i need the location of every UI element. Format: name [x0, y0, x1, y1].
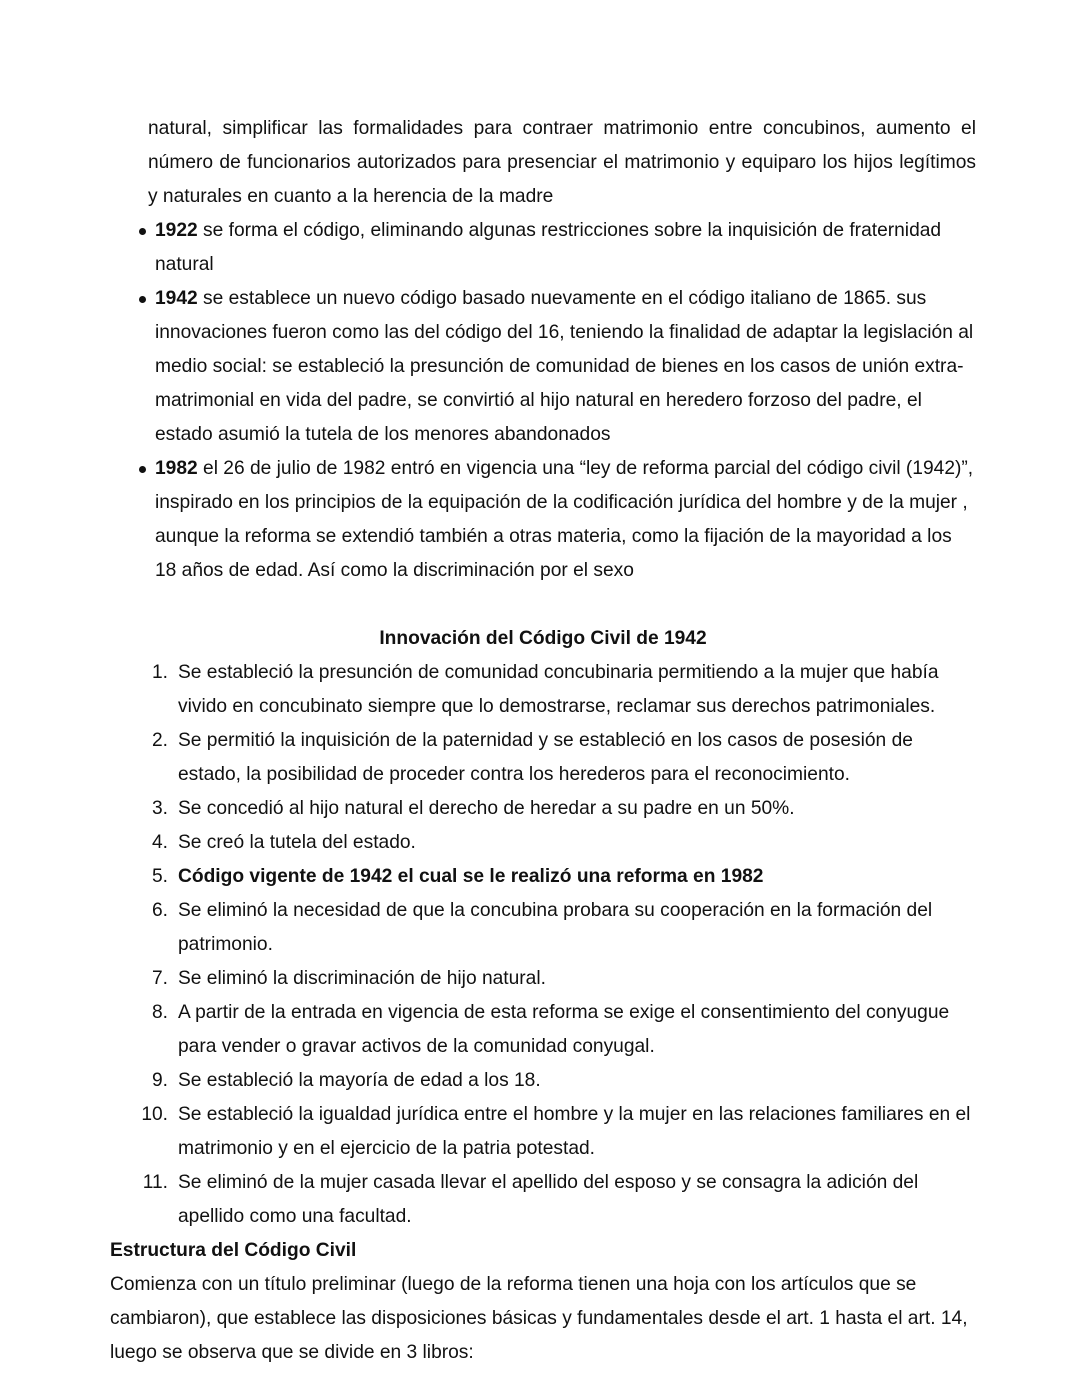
bullet-year: 1922 [155, 220, 198, 241]
list-item-text: Se estableció la igualdad jurídica entre el hombre y la mujer en las relaciones familiares en el matrimonio y en el ejercicio de la patria potestad. [178, 1104, 971, 1159]
list-item [110, 996, 976, 1064]
bullet-dot-icon [139, 228, 146, 235]
list-item-text: Se eliminó la discriminación de hijo natural. [178, 968, 546, 989]
list-item [110, 826, 976, 860]
year-bullet-list [110, 214, 976, 588]
list-item-text: Se concedió al hijo natural el derecho de heredar a su padre en un 50%. [178, 798, 795, 819]
list-item-text: Se creó la tutela del estado. [178, 832, 416, 853]
bullet-dot-icon [139, 296, 146, 303]
list-item-marker: 6. [151, 900, 168, 921]
bullet-body: se forma el código, eliminando algunas restricciones sobre la inquisición de fraternidad natural [155, 220, 942, 275]
list-item-text: Se estableció la mayoría de edad a los 18. [178, 1070, 541, 1091]
list-item [110, 656, 976, 724]
list-item-text: Se estableció la presunción de comunidad concubinaria permitiendo a la mujer que había vivido en concubinato siempre que lo demostrarse, reclamar sus derechos patrimoniales. [178, 662, 939, 717]
section-heading: Innovación del Código Civil de 1942 [379, 628, 707, 649]
list-item [110, 214, 976, 282]
list-item-marker: 1. [151, 662, 168, 683]
list-item [110, 1166, 976, 1234]
list-item-text: Se permitió la inquisición de la paternidad y se estableció en los casos de posesión de estado, la posibilidad de proceder contra los herederos para el reconocimiento. [178, 730, 913, 785]
list-item-marker: 9. [151, 1070, 168, 1091]
list-item-marker: 11. [142, 1172, 168, 1193]
bullet-line [155, 220, 941, 275]
bullet-body: se establece un nuevo código basado nuevamente en el código italiano de 1865. sus innovaciones fueron como las del código del 16, teniendo la finalidad de adaptar la legislación al medio social: se estableció la presunción de comunidad de bienes en los casos de unión extra-matrimonial en vida del padre, se convirtió al hijo natural en heredero forzoso del padre, el estado asumió la tutela de los menores abandonados [155, 288, 974, 445]
bullet-dot-icon [139, 466, 146, 473]
bullet-line [155, 288, 973, 445]
list-item-text: Se eliminó de la mujer casada llevar el apellido del esposo y se consagra la adición del apellido como una facultad. [178, 1172, 919, 1227]
list-item [110, 1098, 976, 1166]
list-item-text: Código vigente de 1942 el cual se le realizó una reforma en 1982 [178, 866, 764, 887]
list-item [110, 724, 976, 792]
list-item-text: Se eliminó la necesidad de que la concubina probara su cooperación en la formación del patrimonio. [178, 900, 933, 955]
list-item [110, 894, 976, 962]
list-item-marker: 2. [151, 730, 168, 751]
list-item-marker: 5. [151, 866, 168, 887]
list-item-marker: 7. [151, 968, 168, 989]
list-item [110, 962, 976, 996]
bullet-year: 1982 [155, 458, 198, 479]
list-item-marker: 8. [151, 1002, 168, 1023]
list-item-text: A partir de la entrada en vigencia de esta reforma se exige el consentimiento del conyugue para vender o gravar activos de la comunidad conyugal. [178, 1002, 950, 1057]
list-item [110, 452, 976, 588]
list-item [110, 282, 976, 452]
list-item-marker: 10. [141, 1104, 168, 1125]
list-item-marker: 3. [151, 798, 168, 819]
intro-paragraph: natural, simplificar las formalidades para contraer matrimonio entre concubinos, aumento el número de funcionarios autorizados para presenciar el matrimonio y equiparo los hijos legítimos y naturales en cuanto a la herencia de la madre [148, 118, 976, 207]
bullet-year: 1942 [155, 288, 198, 309]
list-item-marker: 4. [151, 832, 168, 853]
structure-paragraph: Comienza con un título preliminar (luego de la reforma tienen una hoja con los artículos que se cambiaron), que establece las disposiciones básicas y fundamentales desde el art. 1 hasta el art. 14, luego se observa que se divide en 3 libros: [110, 1274, 968, 1363]
structure-heading: Estructura del Código Civil [110, 1240, 357, 1261]
innovations-numbered-list [110, 656, 976, 1234]
list-item [110, 860, 976, 894]
bullet-line [155, 458, 973, 581]
list-item [110, 792, 976, 826]
document-body [110, 112, 976, 1370]
list-item [110, 1064, 976, 1098]
bullet-body: el 26 de julio de 1982 entró en vigencia una “ley de reforma parcial del código civil (1942)”, inspirado en los principios de la equipación de la codificación jurídica del hombre y de la mujer , aunque la reforma se extendió también a otras materia, como la fijación de la mayoridad a los 18 años de edad. Así como la discriminación por el sexo [155, 458, 974, 581]
